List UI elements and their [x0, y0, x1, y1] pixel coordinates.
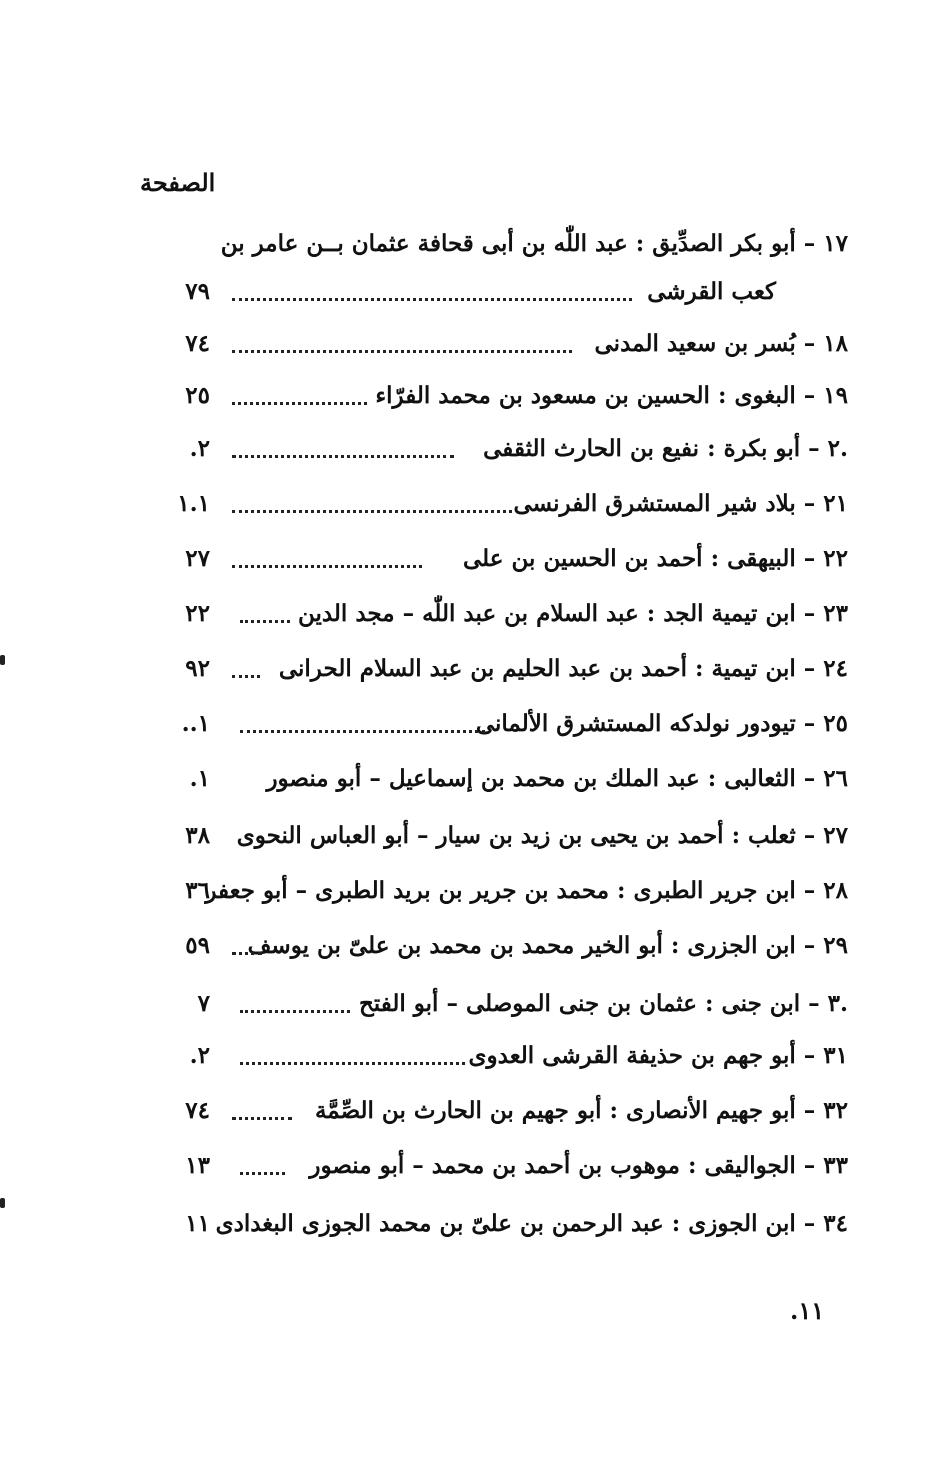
index-entry-title: ٢٨ – ابن جرير الطبرى : محمد بن جرير بن بريد الطبرى – أبو جعفر: [205, 877, 848, 904]
index-entry-title: ٢٢ – البيهقى : أحمد بن الحسين بن على: [463, 545, 848, 572]
index-entry-title: ١٨ – بُسر بن سعيد المدنى: [594, 330, 848, 357]
dot-leader: [232, 400, 367, 405]
index-entry-title: .٣ – ابن جنى : عثمان بن جنى الموصلى – أبو الفتح: [358, 990, 848, 1017]
dot-leader: [232, 296, 632, 301]
index-entry-page-number: ٢٧: [185, 545, 210, 572]
index-entry-title: ٢١ – بلاد شير المستشرق الفرنسى: [513, 490, 848, 517]
scan-speck: [0, 655, 5, 665]
index-entry-page-number: ١..: [181, 710, 210, 737]
index-entry-title: ٣١ – أبو جهم بن حذيفة القرشى العدوى: [468, 1042, 848, 1069]
index-entry-page-number: ١٣: [185, 1152, 210, 1179]
index-entry-page-number: ١١: [185, 1210, 210, 1237]
index-entry-page-number: ٧٤: [185, 330, 210, 357]
index-entry-title: ٢٥ – تيودور نولدكه المستشرق الألمانى: [475, 710, 848, 737]
dot-leader: [232, 508, 512, 513]
page-column-header: الصفحة: [140, 168, 216, 197]
dot-leader: [232, 1115, 292, 1120]
index-entry-page-number: ١.١: [177, 490, 210, 517]
dot-leader: [232, 673, 260, 678]
index-entry-title: ٣٤ – ابن الجوزى : عبد الرحمن بن علىّ بن محمد الجوزى البغدادى: [215, 1210, 848, 1237]
index-entry-page-number: ٢.: [189, 1042, 210, 1069]
index-entry-page-number: ٣٨: [185, 822, 210, 849]
index-entry-title: ٣٣ – الجواليقى : موهوب بن أحمد بن محمد – أبو منصور: [309, 1152, 848, 1179]
index-entry-page-number: ٢٢: [185, 600, 210, 627]
dot-leader: [232, 563, 422, 568]
index-entry-title: ١٩ – البغوى : الحسين بن مسعود بن محمد الفرّاء: [375, 382, 848, 409]
dot-leader: [240, 1008, 350, 1013]
index-entry-continuation: كعب القرشى: [647, 278, 776, 305]
dot-leader: [240, 728, 485, 733]
scan-speck: [0, 1198, 5, 1208]
index-entry-title: ٢٧ – ثعلب : أحمد بن يحيى بن زيد بن سيار – أبو العباس النحوى: [236, 822, 848, 849]
index-entry-page-number: ٩٢: [185, 655, 210, 682]
dot-leader: [232, 950, 262, 955]
dot-leader: [232, 453, 454, 458]
index-entry-title: ٢٩ – ابن الجزرى : أبو الخير محمد بن محمد بن علىّ بن يوسف: [247, 932, 848, 959]
index-entry-title: .٢ – أبو بكرة : نفيع بن الحارث الثقفى: [483, 435, 848, 462]
index-entry-page-number: ٣٦: [185, 877, 210, 904]
index-entry-title: ٢٤ – ابن تيمية : أحمد بن عبد الحليم بن عبد السلام الحرانى: [278, 655, 848, 682]
index-entry-title: ٢٣ – ابن تيمية الجد : عبد السلام بن عبد اللّٰه – مجد الدين: [297, 600, 848, 627]
dot-leader: [232, 348, 572, 353]
index-entry-title: ٣٢ – أبو جهيم الأنصارى : أبو جهيم بن الحارث بن الصِّمَّة: [314, 1097, 848, 1124]
dot-leader: [240, 1170, 285, 1175]
index-entry-page-number: ٥٩: [185, 932, 210, 959]
dot-leader: [240, 618, 290, 623]
dot-leader: [240, 1060, 465, 1065]
footer-page-number: ١١.: [790, 1296, 825, 1325]
index-entry-title: ٢٦ – الثعالبى : عبد الملك بن محمد بن إسماعيل – أبو منصور: [266, 765, 848, 792]
index-entry-title: ١٧ – أبو بكر الصدِّيق : عبد اللّٰه بن أبى قحافة عثمان بــن عامر بن: [220, 230, 848, 257]
index-entry-page-number: ٢.: [189, 435, 210, 462]
index-entry-page-number: ٧٩: [185, 278, 210, 305]
index-entry-page-number: ١.: [189, 765, 210, 792]
index-entry-page-number: ٧٤: [185, 1097, 210, 1124]
index-entry-page-number: ٢٥: [185, 382, 210, 409]
index-entry-page-number: ٧: [197, 990, 210, 1017]
